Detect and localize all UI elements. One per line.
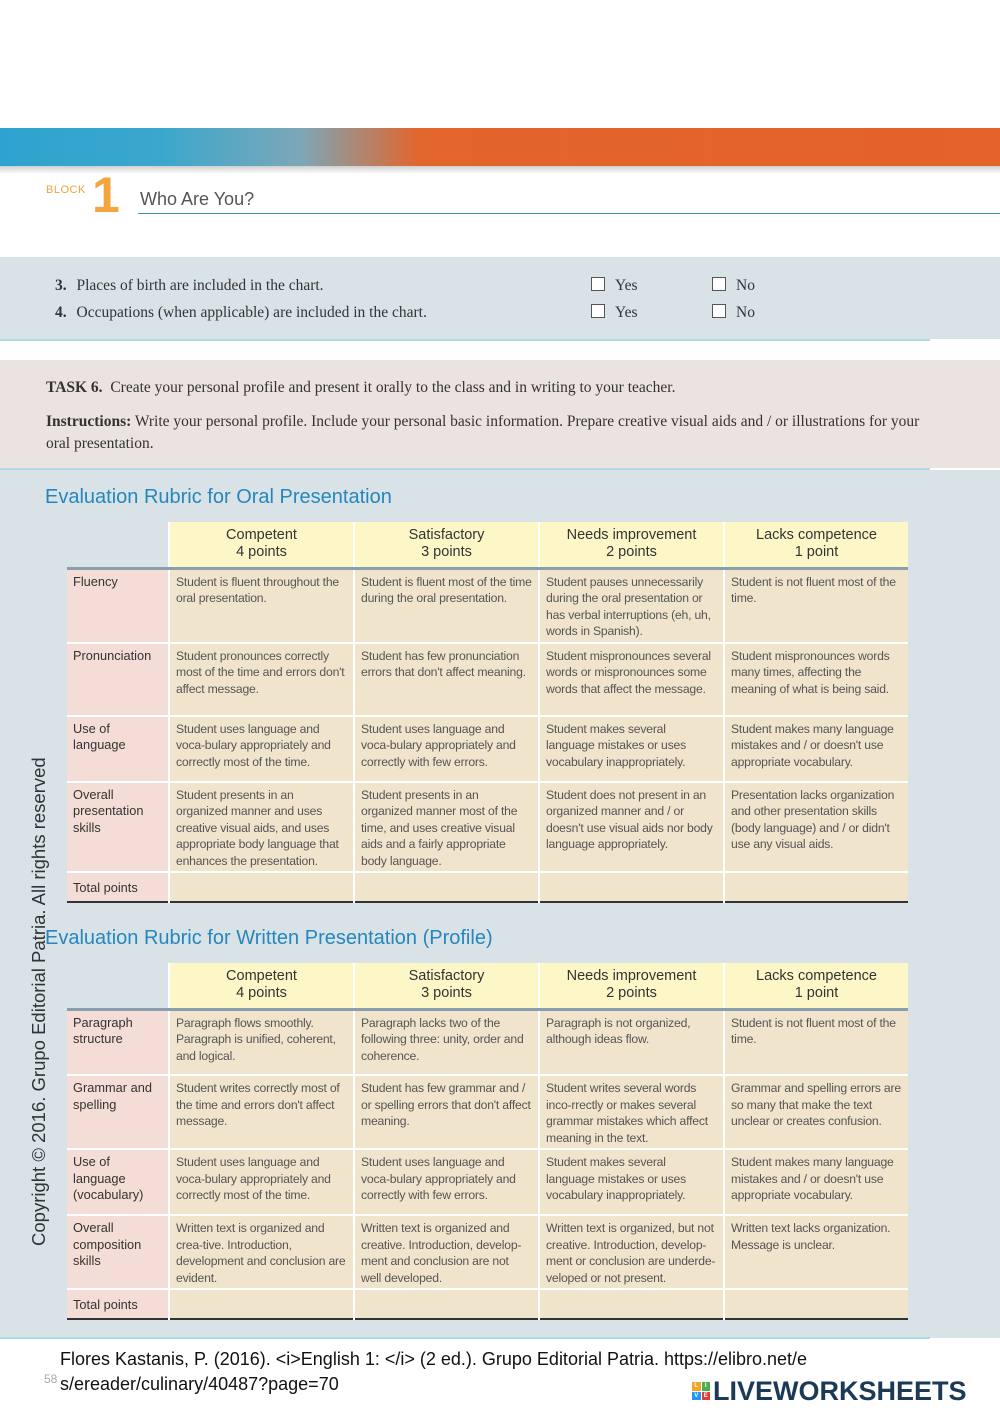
total-cell[interactable] (169, 872, 354, 902)
rubric-corner (67, 522, 169, 568)
logo-letter: V (692, 1392, 701, 1401)
task-instructions-cont: oral presentation. (46, 435, 154, 452)
rubric-cell: Student makes many language mistakes and / or doesn't use appropriate vocabulary. (724, 1149, 908, 1215)
task-label: TASK 6. (46, 379, 103, 396)
column-level: Satisfactory (408, 968, 485, 985)
no-label: No (736, 277, 755, 294)
column-points: 4 points (236, 544, 287, 561)
column-header (724, 963, 908, 1009)
column-header (724, 522, 908, 568)
rubric-cell: Student does not present in an organized manner and / or doesn't use visual aids nor body language appropriately. (539, 782, 724, 873)
table-row (67, 1149, 908, 1215)
oral-rubric-title: Evaluation Rubric for Oral Presentation (45, 486, 392, 508)
column-points: 3 points (421, 544, 472, 561)
rubric-divider (0, 1337, 930, 1339)
no-option[interactable] (712, 277, 755, 295)
total-cell[interactable] (724, 872, 908, 902)
yes-checkbox[interactable] (591, 304, 605, 318)
checklist-item (55, 304, 935, 328)
column-header (539, 522, 724, 568)
checklist-item-number: 4. (55, 304, 67, 321)
criterion-label: Pronunciation (67, 643, 169, 716)
liveworksheets-logo-text: LIVEWORKSHEETS (713, 1375, 967, 1406)
rubric-cell: Student makes many language mistakes and / or doesn't use appropriate vocabulary. (724, 716, 908, 782)
column-level: Needs improvement (566, 968, 697, 985)
citation-line-2: s/ereader/culinary/40487?page=70 (60, 1374, 339, 1394)
rubric-cell: Student pronounces correctly most of the time and errors don't affect message. (169, 643, 354, 716)
rubric-header-row (67, 522, 908, 568)
table-row (67, 1215, 908, 1289)
rubric-cell: Student pauses unnecessarily during the oral presentation or has verbal interruptions (eh, uh, words in Spanish). (539, 568, 724, 643)
rubric-cell: Student is fluent throughout the oral presentation. (169, 568, 354, 643)
table-row (67, 782, 908, 873)
rubric-cell: Student makes several language mistakes or uses vocabulary inappropriately. (539, 716, 724, 782)
column-level: Competent (226, 527, 297, 544)
checklist-item-text: Places of birth are included in the chart. (76, 277, 324, 294)
rubric-cell: Written text is organized and crea-tive. Introduction, development and conclusion are evident. (169, 1215, 354, 1289)
column-header (539, 963, 724, 1009)
column-points: 1 point (794, 544, 839, 561)
total-row (67, 872, 908, 902)
checklist-item (55, 277, 935, 301)
rubric-header-row (67, 963, 908, 1009)
citation-line-1: Flores Kastanis, P. (2016). <i>English 1: </i> (2 ed.). Grupo Editorial Patria. https://elibro.net/e (60, 1349, 808, 1369)
column-header (169, 963, 354, 1009)
logo-letter: I (702, 1382, 711, 1391)
banner-shadow (0, 166, 1000, 174)
oral-rubric-table (67, 522, 908, 903)
rubric-cell: Student mispronounces words many times, affecting the meaning of what is being said. (724, 643, 908, 716)
column-points: 4 points (236, 985, 287, 1002)
table-row (67, 716, 908, 782)
rubric-cell: Student uses language and voca-bulary appropriately and correctly most of the time. (169, 716, 354, 782)
rubric-cell: Student is not fluent most of the time. (724, 1009, 908, 1075)
column-header (169, 522, 354, 568)
column-level: Needs improvement (566, 527, 697, 544)
block-label: BLOCK (46, 184, 86, 196)
column-header (354, 522, 539, 568)
table-row (67, 568, 908, 643)
logo-letter: L (692, 1382, 701, 1391)
total-cell[interactable] (724, 1289, 908, 1319)
header-banner (0, 128, 1000, 166)
total-cell[interactable] (354, 872, 539, 902)
total-label: Total points (67, 1289, 169, 1319)
rubric-cell: Student is fluent most of the time during the oral presentation. (354, 568, 539, 643)
no-checkbox[interactable] (712, 277, 726, 291)
rubric-cell: Student presents in an organized manner most of the time, and uses creative visual aids and a fairly appropriate body language. (354, 782, 539, 873)
logo-letter: E (702, 1392, 711, 1401)
rubric-cell: Paragraph flows smoothly. Paragraph is unified, coherent, and logical. (169, 1009, 354, 1075)
rubric-cell: Written text lacks organization. Message is unclear. (724, 1215, 908, 1289)
table-row (67, 643, 908, 716)
rubric-cell: Student presents in an organized manner and uses creative visual aids, and uses appropriate body language that enhances the presentation. (169, 782, 354, 873)
rubric-cell: Paragraph is not organized, although ideas flow. (539, 1009, 724, 1075)
instructions-text: Write your personal profile. Include your personal basic information. Prepare creative visual aids and / or illustrations for your (134, 413, 920, 430)
column-points: 2 points (606, 985, 657, 1002)
page-number: 58 (44, 1372, 58, 1386)
rubric-cell: Written text is organized and creative. Introduction, develop-ment and conclusion are not well developed. (354, 1215, 539, 1289)
column-level: Lacks competence (756, 968, 877, 985)
rubric-cell: Presentation lacks organization and other presentation skills (body language) and / or didn't use any visual aids. (724, 782, 908, 873)
criterion-label: Overall presentation skills (67, 782, 169, 873)
written-rubric-table (67, 963, 908, 1320)
total-cell[interactable] (539, 1289, 724, 1319)
task-instructions (46, 411, 919, 433)
table-row (67, 1009, 908, 1075)
yes-label: Yes (615, 277, 638, 294)
column-points: 3 points (421, 985, 472, 1002)
total-cell[interactable] (539, 872, 724, 902)
task-statement (46, 377, 675, 399)
criterion-label: Use of language (67, 716, 169, 782)
liveworksheets-logo[interactable] (692, 1374, 967, 1408)
rubric-cell: Student writes several words inco-rrectly or makes several grammar mistakes which affect meaning in the text. (539, 1075, 724, 1149)
block-title-rule (138, 213, 1000, 214)
rubric-cell: Grammar and spelling errors are so many that make the text unclear or creates confusion. (724, 1075, 908, 1149)
column-header (354, 963, 539, 1009)
yes-checkbox[interactable] (591, 277, 605, 291)
total-cell[interactable] (354, 1289, 539, 1319)
rubric-cell: Student uses language and voca-bulary appropriately and correctly with few errors. (354, 1149, 539, 1215)
rubric-cell: Student uses language and voca-bulary appropriately and correctly with few errors. (354, 716, 539, 782)
table-row (67, 1075, 908, 1149)
yes-label: Yes (615, 304, 638, 321)
block-number: 1 (92, 167, 120, 223)
instructions-label: Instructions: (46, 413, 132, 430)
rubric-cell: Written text is organized, but not creative. Introduction, develop-ment or conclusion are underde-veloped or not present. (539, 1215, 724, 1289)
checklist-item-text: Occupations (when applicable) are included in the chart. (76, 304, 427, 321)
rubric-cell: Paragraph lacks two of the following three: unity, order and coherence. (354, 1009, 539, 1075)
total-label: Total points (67, 872, 169, 902)
column-level: Lacks competence (756, 527, 877, 544)
no-option[interactable] (712, 304, 755, 322)
rubric-cell: Student mispronounces several words or mispronounces some words that affect the message. (539, 643, 724, 716)
criterion-label: Grammar and spelling (67, 1075, 169, 1149)
rubric-cell: Student has few pronunciation errors that don't affect meaning. (354, 643, 539, 716)
rubric-corner (67, 963, 169, 1009)
checklist-item-number: 3. (55, 277, 67, 294)
total-row (67, 1289, 908, 1319)
column-points: 1 point (794, 985, 839, 1002)
checklist-divider (0, 339, 930, 341)
rubric-cell: Student writes correctly most of the time and errors don't affect message. (169, 1075, 354, 1149)
column-points: 2 points (606, 544, 657, 561)
yes-option[interactable] (591, 277, 638, 295)
no-checkbox[interactable] (712, 304, 726, 318)
liveworksheets-logo-icon (692, 1382, 710, 1400)
column-level: Competent (226, 968, 297, 985)
total-cell[interactable] (169, 1289, 354, 1319)
written-rubric-title: Evaluation Rubric for Written Presentation (Profile) (45, 927, 493, 949)
no-label: No (736, 304, 755, 321)
rubric-cell: Student makes several language mistakes or uses vocabulary inappropriately. (539, 1149, 724, 1215)
rubric-cell: Student is not fluent most of the time. (724, 568, 908, 643)
criterion-label: Fluency (67, 568, 169, 643)
criterion-label: Use of language (vocabulary) (67, 1149, 169, 1215)
task-text: Create your personal profile and present it orally to the class and in writing to your teacher. (110, 379, 676, 396)
criterion-label: Overall composition skills (67, 1215, 169, 1289)
criterion-label: Paragraph structure (67, 1009, 169, 1075)
copyright-notice: Copyright © 2016. Grupo Editorial Patria. All rights reserved (28, 757, 49, 1246)
block-title: Who Are You? (140, 189, 255, 209)
yes-option[interactable] (591, 304, 638, 322)
column-level: Satisfactory (408, 527, 485, 544)
rubric-cell: Student uses language and voca-bulary appropriately and correctly most of the time. (169, 1149, 354, 1215)
rubric-cell: Student has few grammar and / or spelling errors that don't affect meaning. (354, 1075, 539, 1149)
